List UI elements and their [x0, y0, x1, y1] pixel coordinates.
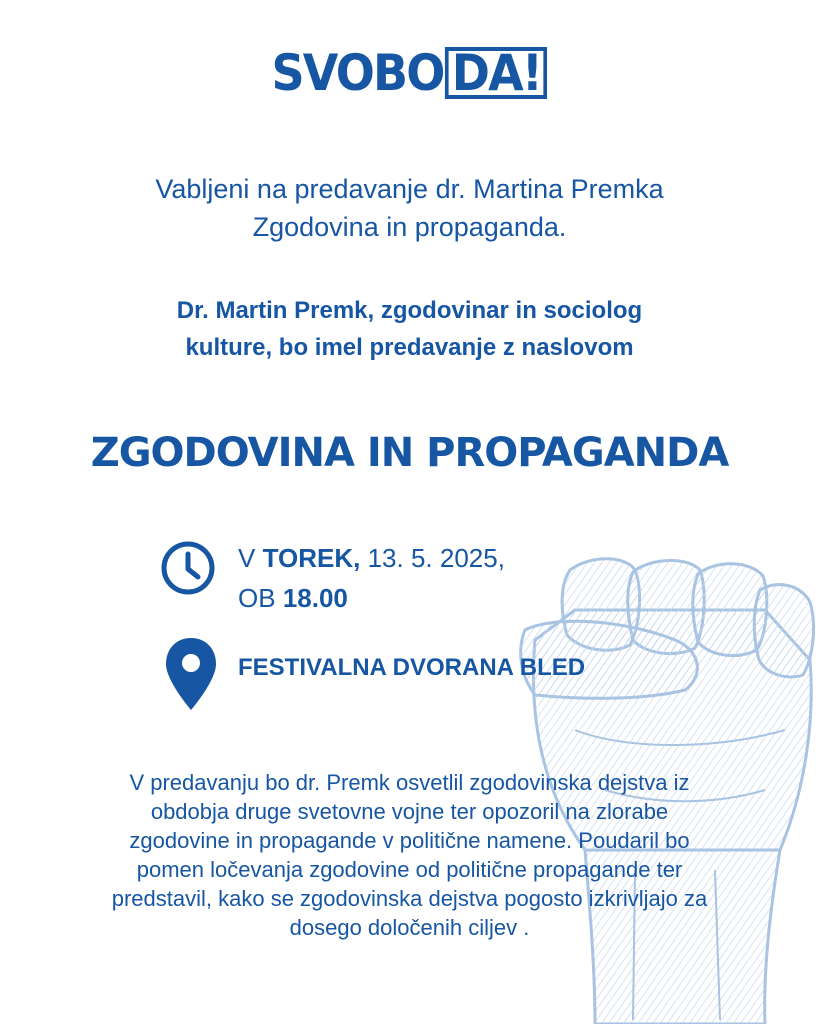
- clock-icon: [160, 540, 216, 596]
- description-line-5: predstavil, kako se zgodovinska dejstva pogosto izkrivljajo za: [111, 886, 708, 911]
- intro-line-2: Zgodovina in propaganda.: [252, 212, 567, 242]
- logo-text-part1: SVOBO: [271, 44, 444, 102]
- time-prefix: OB: [238, 583, 276, 613]
- speaker-line-1: Dr. Martin Premk, zgodovinar in sociolog: [176, 297, 643, 324]
- speaker-description: [0, 292, 819, 366]
- invitation-intro: [0, 170, 819, 246]
- speaker-line-2: kulture, bo imel predavanje z naslovom: [185, 334, 634, 361]
- svoboda-logo: [33, 44, 786, 102]
- event-datetime: [238, 538, 505, 618]
- logo-text-boxed-part: DA!: [445, 47, 547, 99]
- event-date: 13. 5. 2025,: [367, 543, 505, 573]
- event-date-line: [238, 538, 505, 578]
- event-time: 18.00: [282, 583, 348, 613]
- event-day: TOREK,: [262, 543, 361, 573]
- intro-line-1: Vabljeni na predavanje dr. Martina Premka: [155, 174, 664, 204]
- event-location: FESTIVALNA DVORANA BLED: [238, 654, 586, 681]
- description-line-2: obdobja druge svetovne vojne ter opozoril na zlorabe: [150, 799, 669, 824]
- event-time-line: [238, 578, 505, 618]
- location-pin-icon: [163, 636, 219, 712]
- lecture-description: [0, 768, 819, 942]
- description-line-3: zgodovine in propagande v politične namene. Poudaril bo: [129, 828, 690, 853]
- lecture-title: ZGODOVINA IN PROPAGANDA: [90, 430, 729, 476]
- description-line-4: pomen ločevanja zgodovine od politične propagande ter: [136, 857, 683, 882]
- description-line-1: V predavanju bo dr. Premk osvetlil zgodovinska dejstva iz: [129, 770, 690, 795]
- day-prefix: V: [238, 543, 256, 573]
- description-line-6: dosego določenih ciljev .: [289, 915, 530, 940]
